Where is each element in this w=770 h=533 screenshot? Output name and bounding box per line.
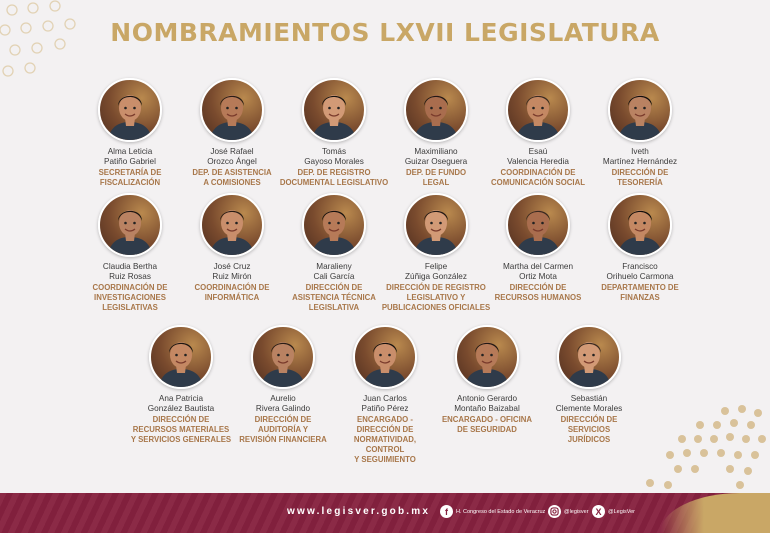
appointee-first-name: Maximiliano (414, 147, 458, 156)
appointee-position: DIRECCIÓN DE REGISTRO LEGISLATIVO Y PUBLICACIONES OFICIALES (381, 283, 491, 312)
appointee-card (79, 193, 181, 313)
appointee-card (436, 325, 538, 465)
appointee-last-name: Valencia Heredia (507, 157, 569, 166)
appointee-first-name: Ana Patricia (158, 394, 204, 403)
appointee-card (487, 193, 589, 313)
appointee-photo (455, 325, 519, 389)
appointee-position: DIRECCIÓN DE TESORERÍA (611, 168, 669, 187)
appointee-last-name: Martínez Hernández (602, 157, 678, 166)
appointee-position: COORDINACIÓN DE INVESTIGACIONES LEGISLATIVAS (92, 283, 168, 312)
appointees-row-2 (0, 193, 770, 313)
appointee-last-name: Gayoso Morales (304, 157, 364, 166)
appointee-photo (557, 325, 621, 389)
appointee-first-name: Felipe (424, 262, 448, 271)
appointee-photo (506, 78, 570, 142)
appointee-last-name: Ruiz Rosas (109, 272, 151, 281)
appointee-first-name: Esaú (528, 147, 548, 156)
appointee-photo (404, 193, 468, 257)
appointee-card (589, 78, 691, 188)
appointee-card (381, 193, 491, 313)
appointee-card (487, 78, 589, 188)
appointee-photo (608, 78, 672, 142)
appointee-last-name: Ortiz Mota (519, 272, 557, 281)
appointee-position: DEPARTAMENTO DE FINANZAS (601, 283, 679, 302)
appointee-position: DIRECCIÓN DE AUDITORÍA Y REVISIÓN FINANCIERA (239, 415, 327, 444)
appointee-photo (149, 325, 213, 389)
appointee-card (283, 193, 385, 313)
appointee-first-name: Sebastián (570, 394, 608, 403)
appointee-first-name: Iveth (631, 147, 649, 156)
appointee-position: DIRECCIÓN DE ASISTENCIA TÉCNICA LEGISLATIVA (292, 283, 376, 312)
appointee-card (279, 78, 389, 188)
facebook-label: H. Congreso del Estado de Veracruz (456, 508, 546, 515)
appointee-photo (302, 78, 366, 142)
appointee-photo (608, 193, 672, 257)
appointee-card (181, 193, 283, 313)
appointee-first-name: José Cruz (213, 262, 251, 271)
appointee-last-name: González Bautista (147, 404, 215, 413)
appointee-photo (200, 193, 264, 257)
appointee-photo (302, 193, 366, 257)
appointee-photo (506, 193, 570, 257)
appointee-position: ENCARGADO - OFICINA DE SEGURIDAD (441, 415, 533, 434)
instagram-link[interactable] (548, 505, 589, 518)
appointee-first-name: José Rafael (210, 147, 254, 156)
appointee-position: DEP. DE ASISTENCIA A COMISIONES (192, 168, 272, 187)
appointee-photo (404, 78, 468, 142)
appointee-first-name: Aurelio (270, 394, 296, 403)
appointee-photo (200, 78, 264, 142)
appointee-last-name: Guizar Oseguera (404, 157, 468, 166)
appointee-first-name: Maralieny (316, 262, 352, 271)
appointee-position: COORDINACIÓN DE INFORMÁTICA (194, 283, 270, 302)
facebook-link[interactable] (440, 505, 545, 518)
appointee-photo (353, 325, 417, 389)
appointee-card (589, 193, 691, 313)
appointees-row-1 (0, 78, 770, 188)
appointee-last-name: Clemente Morales (555, 404, 623, 413)
facebook-icon: f (440, 505, 453, 518)
page-title: NOMBRAMIENTOS LXVII LEGISLATURA (110, 18, 660, 47)
instagram-label: @legisver (564, 508, 589, 515)
appointee-position: DEP. DE FUNDO LEGAL (405, 168, 467, 187)
appointee-position: DEP. DE REGISTRO DOCUMENTAL LEGISLATIVO (279, 168, 389, 187)
footer-bar (0, 493, 770, 533)
appointee-position: DIRECCIÓN DE RECURSOS MATERIALES Y SERVICIOS GENERALES (130, 415, 232, 444)
appointee-last-name: Orozco Ángel (207, 157, 257, 166)
appointee-last-name: Orihuelo Carmona (606, 272, 674, 281)
decorative-dots-bottom-right (630, 403, 770, 493)
appointee-first-name: Francisco (622, 262, 658, 271)
appointee-card (181, 78, 283, 188)
appointee-last-name: Patiño Pérez (361, 404, 409, 413)
appointee-first-name: Claudia Bertha (102, 262, 158, 271)
appointee-card (538, 325, 640, 465)
x-icon: X (592, 505, 605, 518)
x-label: @LegisVer (608, 508, 635, 515)
appointee-photo (98, 78, 162, 142)
appointee-card (79, 78, 181, 188)
footer-gold-accent (660, 493, 770, 533)
appointee-first-name: Tomás (321, 147, 347, 156)
appointee-card (385, 78, 487, 188)
appointee-first-name: Martha del Carmen (502, 262, 574, 271)
appointee-photo (98, 193, 162, 257)
appointee-last-name: Montaño Baizabal (454, 404, 520, 413)
website-link[interactable]: www.legisver.gob.mx (287, 506, 431, 517)
appointee-first-name: Alma Leticia (107, 147, 153, 156)
appointee-last-name: Rivera Galindo (255, 404, 311, 413)
appointee-first-name: Antonio Gerardo (456, 394, 518, 403)
appointee-position: DIRECCIÓN DE RECURSOS HUMANOS (494, 283, 582, 302)
appointee-position: DIRECCIÓN DE SERVICIOS JURÍDICOS (560, 415, 618, 444)
instagram-icon (548, 505, 561, 518)
appointee-position: COORDINACIÓN DE COMUNICACIÓN SOCIAL (491, 168, 585, 187)
appointee-position: SECRETARÍA DE FISCALIZACIÓN (98, 168, 162, 187)
appointee-last-name: Patiño Gabriel (104, 157, 156, 166)
appointee-card (232, 325, 334, 465)
appointee-position: ENCARGADO - DIRECCIÓN DE NORMATIVIDAD, CONTROL Y SEGUIMIENTO (353, 415, 417, 464)
appointee-photo (251, 325, 315, 389)
appointee-last-name: Zúñiga González (405, 272, 467, 281)
appointee-first-name: Juan Carlos (363, 394, 407, 403)
x-link[interactable] (592, 505, 635, 518)
appointee-card (130, 325, 232, 465)
appointee-last-name: Ruiz Mirón (212, 272, 252, 281)
appointee-card (334, 325, 436, 465)
appointee-last-name: Cali García (313, 272, 355, 281)
